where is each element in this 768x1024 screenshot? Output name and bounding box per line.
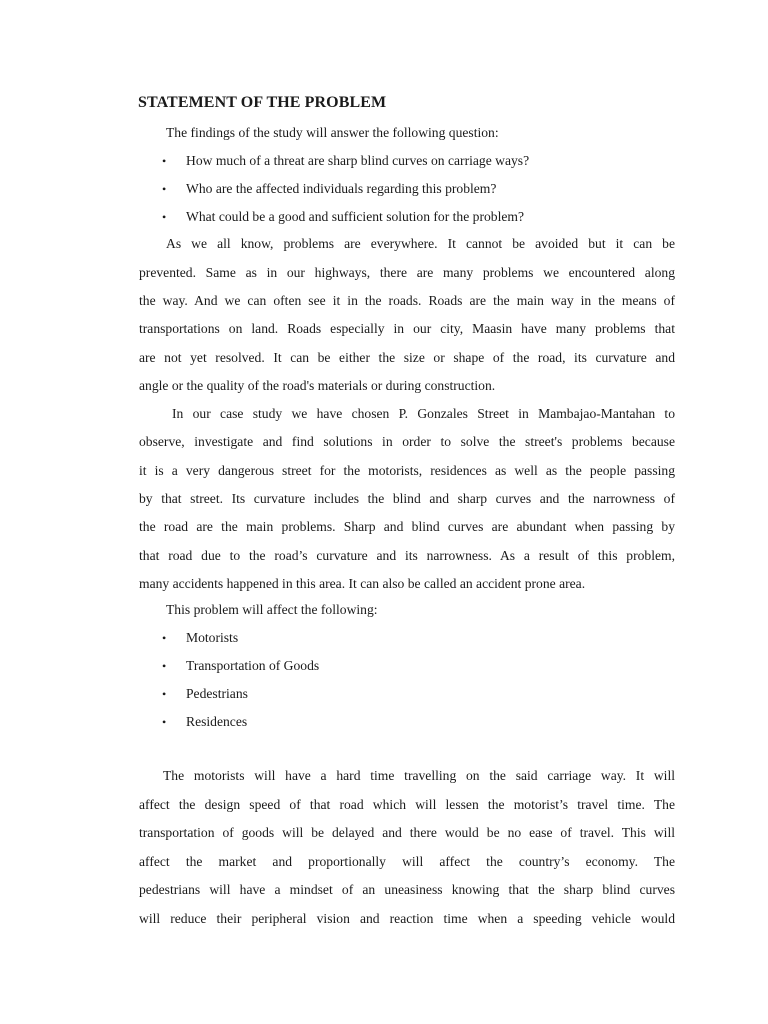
paragraph-line: As we all know, problems are everywhere. It cannot be avoided but it can be — [166, 236, 675, 251]
paragraph-line: angle or the quality of the road's materials or during construction. — [139, 378, 496, 393]
question-item: Who are the affected individuals regarding this problem? — [186, 181, 497, 196]
question-item: How much of a threat are sharp blind curves on carriage ways? — [186, 153, 530, 168]
paragraph-line: it is a very dangerous street for the motorists, residences as well as the people passing — [139, 463, 675, 478]
bullet-icon: • — [162, 659, 167, 673]
question-item: What could be a good and sufficient solution for the problem? — [186, 209, 524, 224]
paragraph-line: pedestrians will have a mindset of an uneasiness knowing that the sharp blind curves — [139, 882, 675, 897]
paragraph-line: will reduce their peripheral vision and reaction time when a speeding vehicle would — [139, 911, 675, 926]
paragraph-line: The motorists will have a hard time travelling on the said carriage way. It will — [163, 768, 675, 783]
paragraph-line: many accidents happened in this area. It can also be called an accident prone area. — [139, 576, 586, 591]
page-title: STATEMENT OF THE PROBLEM — [138, 94, 387, 111]
affected-item: Pedestrians — [186, 686, 248, 701]
paragraph-line: affect the design speed of that road which will lessen the motorist’s travel time. The — [139, 797, 675, 812]
bullet-icon: • — [162, 154, 167, 168]
affected-item: Residences — [186, 714, 248, 729]
paragraph-line: prevented. Same as in our highways, there are many problems we encountered along — [139, 265, 675, 280]
affected-item: Motorists — [186, 630, 239, 645]
paragraph-line: by that street. Its curvature includes the blind and sharp curves and the narrowness of — [139, 491, 675, 506]
affect-intro-text: This problem will affect the following: — [166, 602, 378, 617]
affected-item: Transportation of Goods — [186, 658, 320, 673]
paragraph-line: the way. And we can often see it in the roads. Roads are the main way in the means of — [139, 293, 675, 308]
bullet-icon: • — [162, 631, 167, 645]
paragraph-line: In our case study we have chosen P. Gonzales Street in Mambajao-Mantahan to — [172, 406, 675, 421]
paragraph-line: that road due to the road’s curvature and its narrowness. As a result of this problem, — [139, 548, 675, 563]
paragraph-line: the road are the main problems. Sharp and blind curves are abundant when passing by — [139, 519, 675, 534]
paragraph-line: are not yet resolved. It can be either the size or shape of the road, its curvature and — [139, 350, 675, 365]
paragraph-line: affect the market and proportionally will affect the country’s economy. The — [139, 854, 675, 869]
paragraph-line: transportations on land. Roads especially in our city, Maasin have many problems that — [139, 321, 675, 336]
paragraph-line: transportation of goods will be delayed and there would be no ease of travel. This will — [139, 825, 675, 840]
bullet-icon: • — [162, 687, 167, 701]
bullet-icon: • — [162, 210, 167, 224]
bullet-icon: • — [162, 182, 167, 196]
intro-text: The findings of the study will answer the following question: — [166, 125, 499, 140]
bullet-icon: • — [162, 715, 167, 729]
paragraph-line: observe, investigate and find solutions in order to solve the street's problems because — [139, 434, 675, 449]
